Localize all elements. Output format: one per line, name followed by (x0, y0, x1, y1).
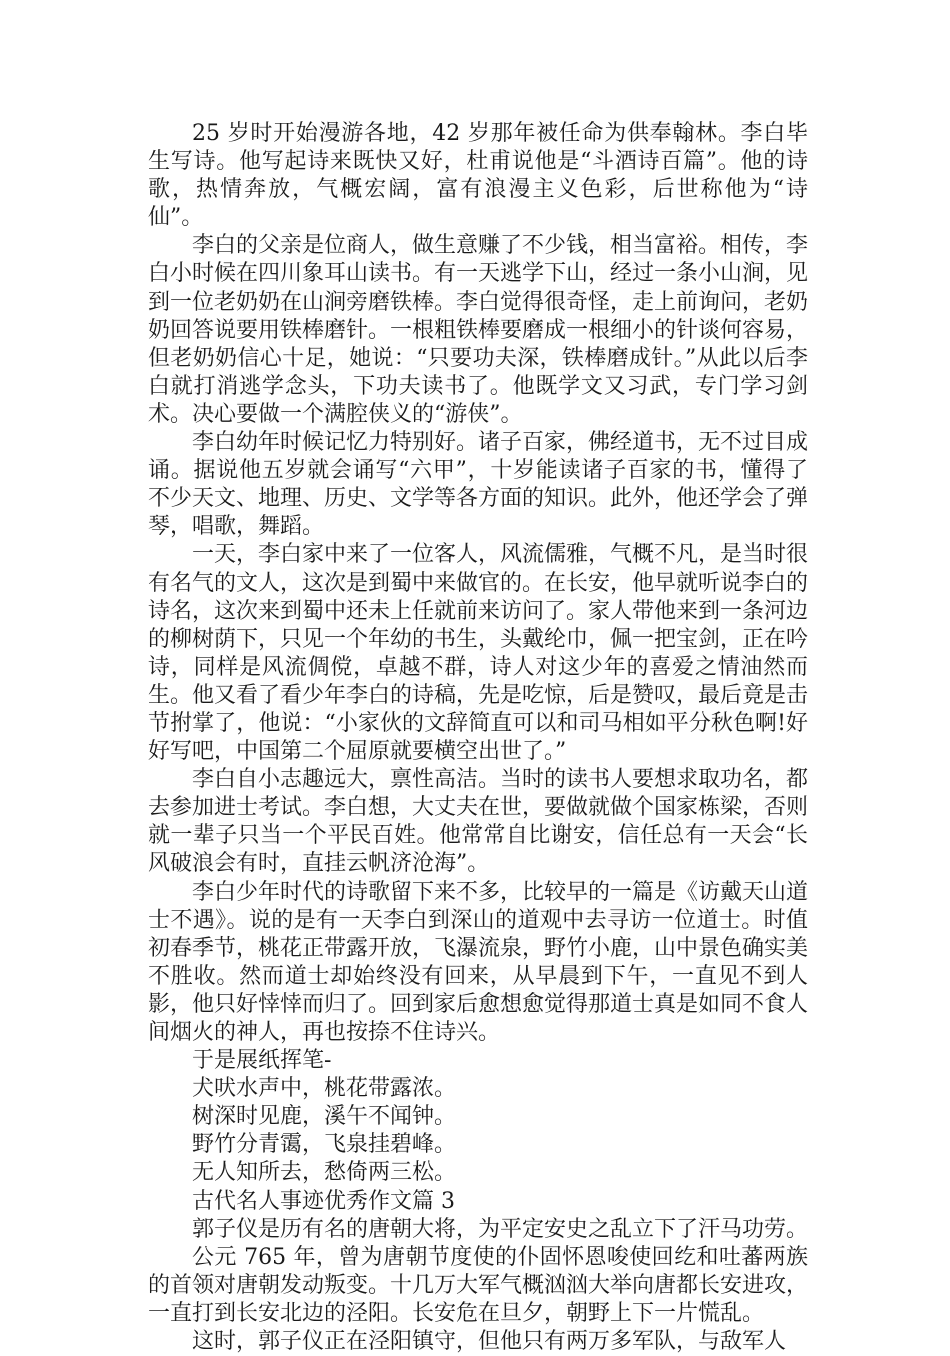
paragraph-5: 李白自小志趣远大，禀性高洁。当时的读书人要想求取功名，都去参加进士考试。李白想，大丈夫在世，要做就做个国家栋梁，否则就一辈子只当一个平民百姓。他常常自比谢安，信任总有一天会“长风破浪会有时，直挂云帆济沧海”。 (148, 767, 809, 877)
section-heading: 古代名人事迹优秀作文篇 3 (192, 1188, 455, 1214)
poem-intro-line: 于是展纸挥笔- (192, 1048, 332, 1074)
article-body (148, 120, 808, 1356)
section-intro-line: 郭子仪是历有名的唐朝大将，为平定安史之乱立下了汗马功劳。 (192, 1216, 809, 1242)
poem-line-4: 无人知所去，愁倚两三松。 (192, 1160, 457, 1186)
paragraph-3: 李白幼年时候记忆力特别好。诸子百家，佛经道书，无不过目成诵。据说他五岁就会诵写“六甲”，十岁能读诸子百家的书，懂得了不少天文、地理、历史、文学等各方面的知识。此外，他还学会了弹琴，唱歌，舞蹈。 (148, 430, 809, 540)
paragraph-6: 李白少年时代的诗歌留下来不多，比较早的一篇是《访戴天山道士不遇》。说的是有一天李白到深山的道观中去寻访一位道士。时值初春季节，桃花正带露开放，飞瀑流泉，野竹小鹿，山中景色确实美不胜收。然而道士却始终没有回来，从早晨到下午，一直见不到人影，他只好悻悻而归了。回到家后愈想愈觉得那道士真是如同不食人间烟火的神人，再也按捺不住诗兴。 (148, 879, 809, 1045)
paragraph-1: 25 岁时开始漫游各地，42 岁那年被任命为供奉翰林。李白毕生写诗。他写起诗来既快又好，杜甫说他是“斗酒诗百篇”。他的诗歌，热情奔放，气概宏阔，富有浪漫主义色彩，后世称他为“诗仙”。 (148, 121, 808, 231)
paragraph-4: 一天，李白家中来了一位客人，风流儒雅，气概不凡，是当时很有名气的文人，这次是到蜀中来做官的。在长安，他早就听说李白的诗名，这次来到蜀中还未上任就前来访问了。家人带他来到一条河边的柳树荫下，只见一个年幼的书生，头戴纶巾，佩一把宝剑，正在吟诗，同样是风流倜傥，卓越不群，诗人对这少年的喜爱之情油然而生。他又看了看少年李白的诗稿，先是吃惊，后是赞叹，最后竟是击节拊掌了，他说：“小家伙的文辞简直可以和司马相如平分秋色啊!好好写吧，中国第二个屈原就要横空出世了。” (148, 542, 809, 765)
paragraph-8: 这时，郭子仪正在泾阳镇守，但他只有两万多军队，与敌军人 (192, 1329, 787, 1355)
paragraph-7: 公元 765 年，曾为唐朝节度使的仆固怀恩唆使回纥和吐蕃两族的首领对唐朝发动叛变。十几万大军气概汹汹大举向唐都长安进攻，一直打到长安北边的泾阳。长安危在旦夕，朝野上下一片慌乱。 (148, 1244, 809, 1326)
paragraph-2: 李白的父亲是位商人，做生意赚了不少钱，相当富裕。相传，李白小时候在四川象耳山读书。有一天逃学下山，经过一条小山涧，见到一位老奶奶在山涧旁磨铁棒。李白觉得很奇怪，走上前询问，老奶奶回答说要用铁棒磨针。一根粗铁棒要磨成一根细小的针谈何容易，但老奶奶信心十足，她说：“只要功夫深，铁棒磨成针。”从此以后李白就打消逃学念头，下功夫读书了。他既学文又习武，专门学习剑术。决心要做一个满腔侠义的“游侠”。 (148, 233, 809, 427)
poem-line-3: 野竹分青霭，飞泉挂碧峰。 (192, 1132, 457, 1158)
poem-line-1: 犬吠水声中，桃花带露浓。 (192, 1076, 457, 1102)
poem-line-2: 树深时见鹿，溪午不闻钟。 (192, 1104, 457, 1130)
